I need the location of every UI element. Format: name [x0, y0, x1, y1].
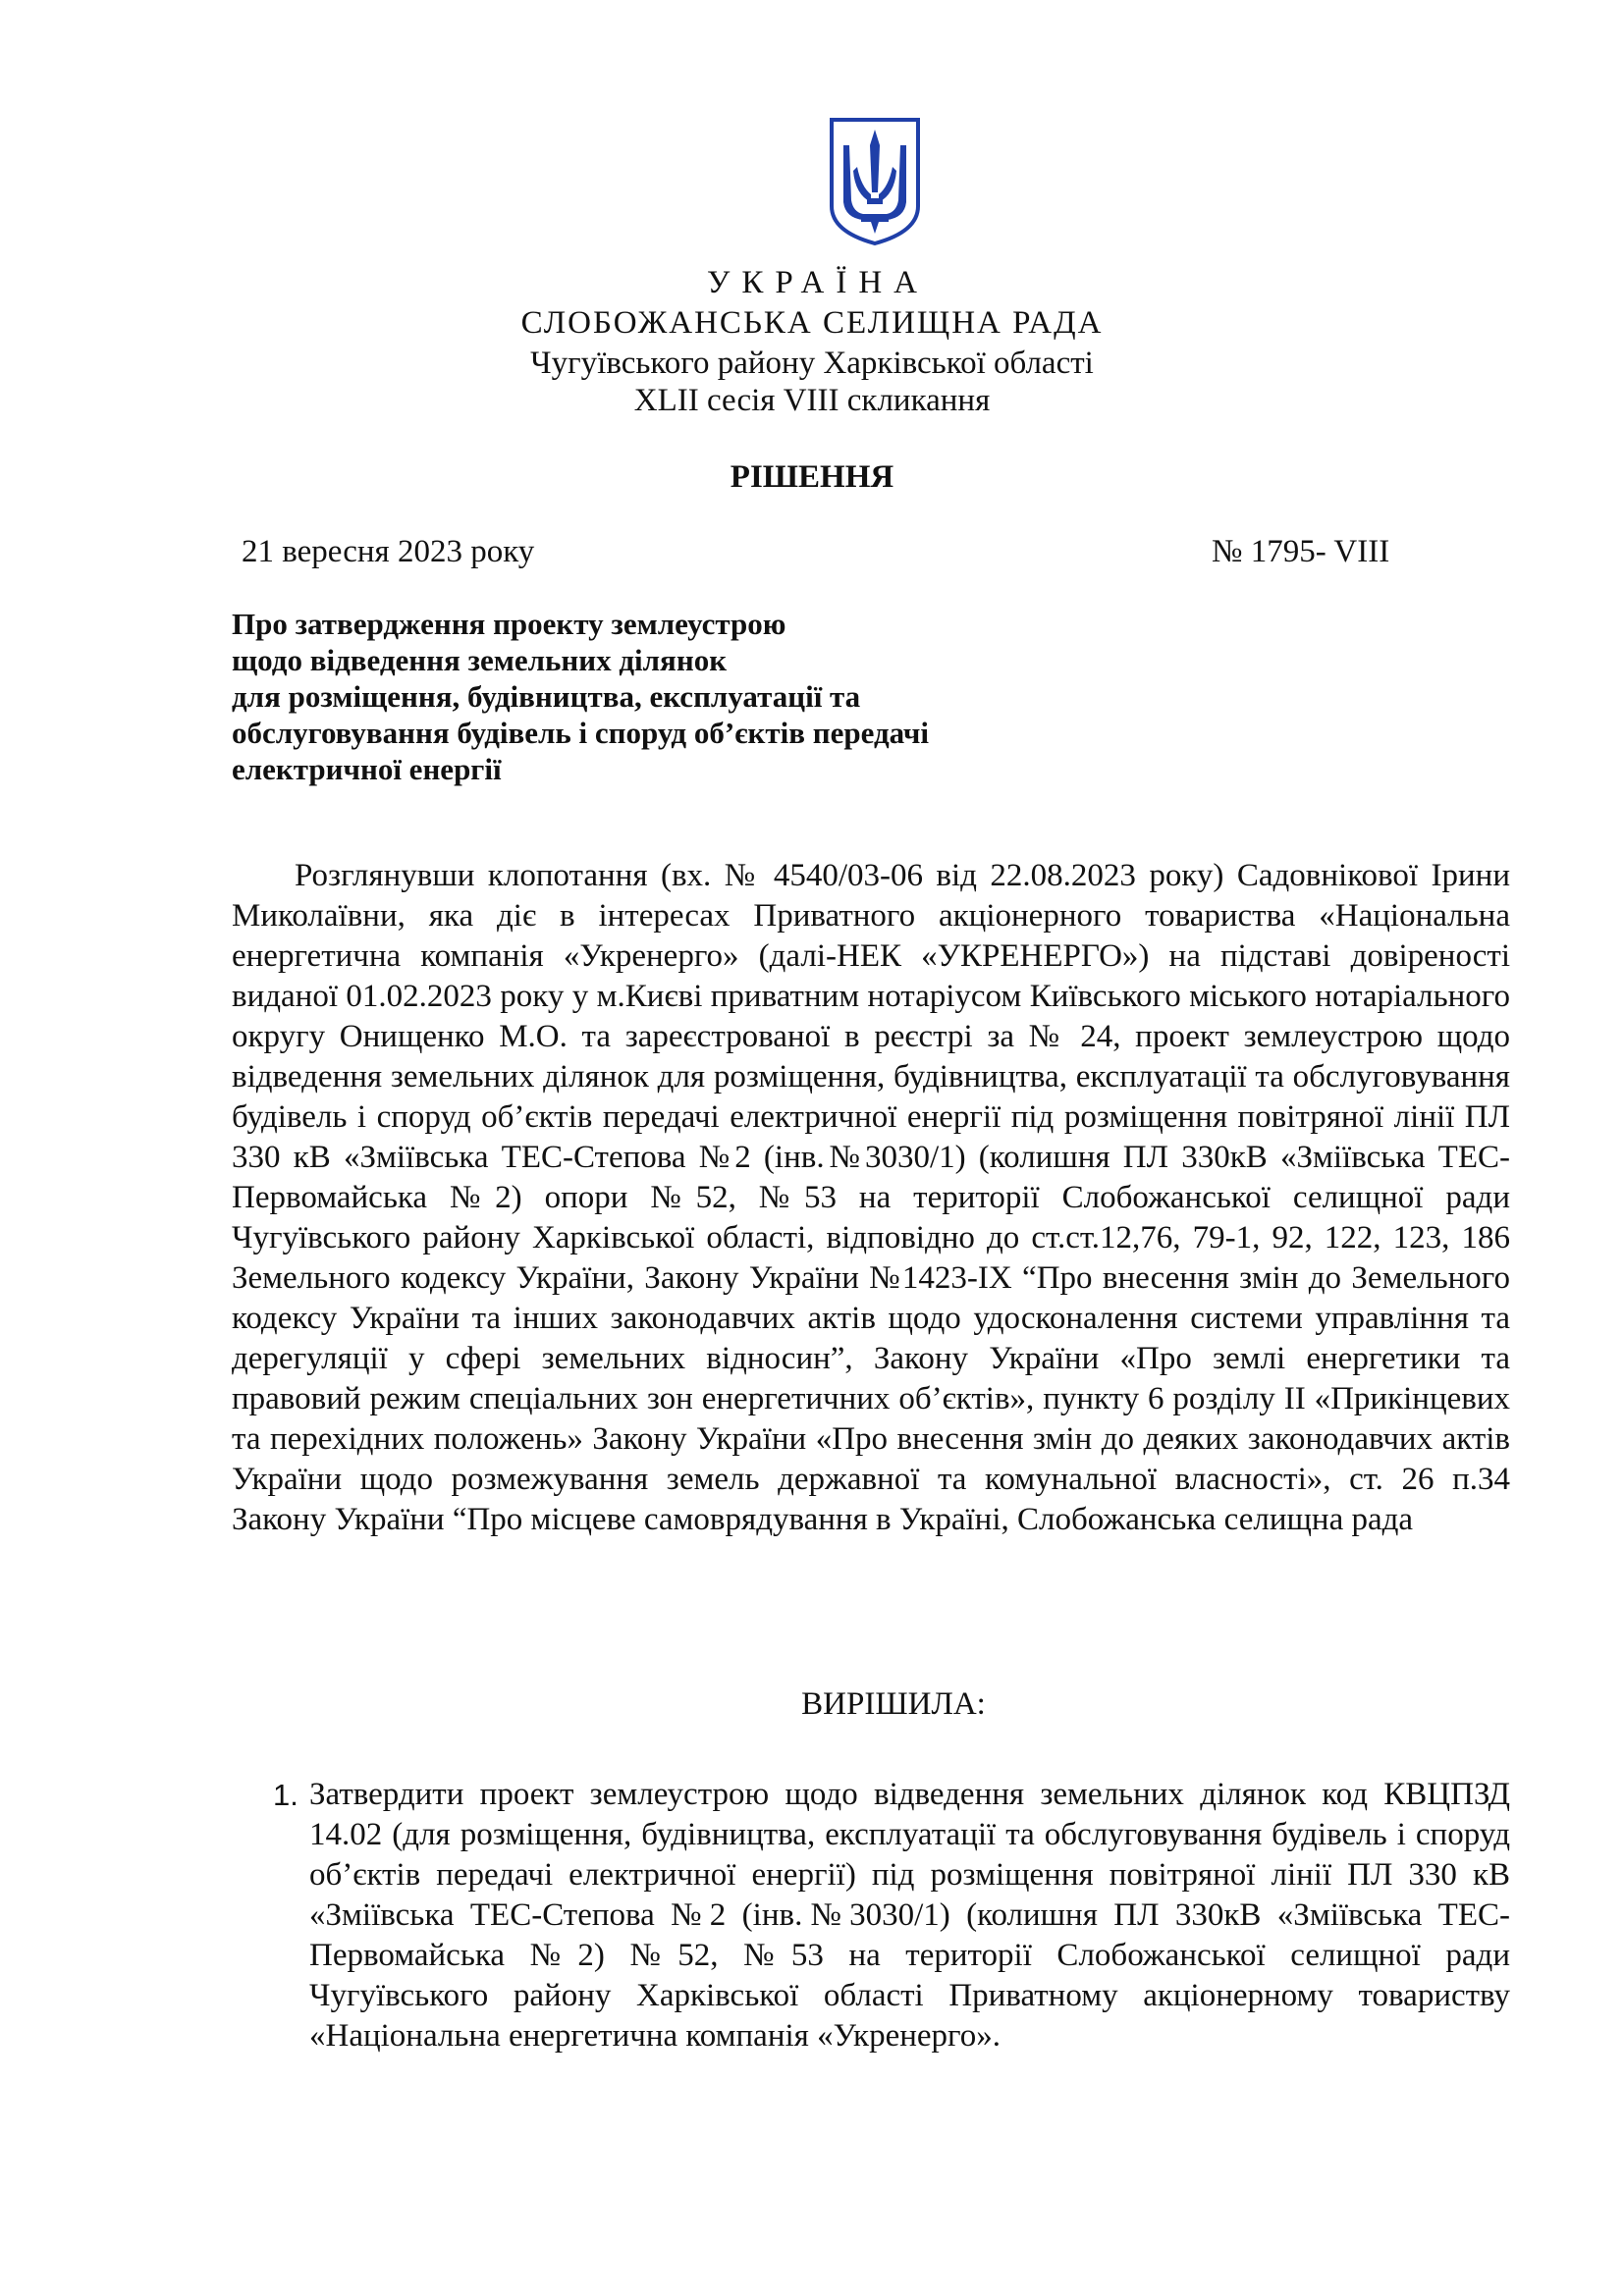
country-name: УКРАЇНА	[707, 265, 929, 300]
district-name: Чугуївського району Харківської області	[530, 346, 1094, 381]
document-type-title: РІШЕННЯ	[730, 459, 894, 495]
list-item-number: 1.	[273, 1778, 298, 1812]
session-info: XLII сесія VIII скликання	[633, 383, 991, 418]
subject-line: Про затвердження проекту землеустрою	[232, 607, 786, 641]
list-item	[232, 1775, 1510, 2056]
decision-list	[232, 1775, 1510, 2056]
subject-line: для розміщення, будівництва, експлуатації та	[232, 679, 861, 714]
preamble-paragraph: Розглянувши клопотання (вх. № 4540/03-06 від 22.08.2023 року) Садовнікової Ірини Миколаївни, яка діє в інтересах Приватного акціонерного товариства «Національна енергетична компанія «Укренерго» (далі-НЕК «УКРЕНЕРГО») на підставі довіреності виданої 01.02.2023 року у м.Києві приватним нотаріусом Київського міського нотаріального округу Онищенко М.О. та зареєстрованої в реєстрі за № 24, проект землеустрою щодо відведення земельних ділянок для розміщення, будівництва, експлуатації та обслуговування будівель і споруд об’єктів передачі електричної енергії під розміщення повітряної лінії ПЛ 330 кВ «Зміївська ТЕС-Степова №2 (інв.№3030/1) (колишня ПЛ 330кВ «Зміївська ТЕС-Первомайська №2) опори №52, №53 на території Слобожанської селищної ради Чугуївського району Харківської області, відповідно до ст.ст.12,76, 79-1, 92, 122, 123, 186 Земельного кодексу України, Закону України №1423-IX “Про внесення змін до Земельного кодексу України та інших законодавчих актів щодо удосконалення системи управління та дерегуляції у сфері земельних відносин”, Закону України «Про землі енергетики та правовий режим спеціальних зон енергетичних об’єктів», пункту 6 розділу II «Прикінцевих та перехідних положень» Закону України «Про внесення змін до деяких законодавчих актів України щодо розмежування земель державної та комунальної власності», ст. 26 п.34 Закону України “Про місцеве самоврядування в Україні, Слобожанська селищна рада	[232, 858, 1510, 1537]
document-subject	[232, 606, 1115, 787]
list-item-text: Затвердити проект землеустрою щодо відведення земельних ділянок код КВЦПЗД 14.02 (для розміщення, будівництва, експлуатації та обслуговування будівель і споруд об’єктів передачі електричної енергії) під розміщення повітряної лінії ПЛ 330 кВ «Зміївська ТЕС-Степова №2 (інв.№3030/1) (колишня ПЛ 330кВ «Зміївська ТЕС-Первомайська №2) №52, №53 на території Слобожанської селищної ради Чугуївського району Харківської області Приватному акціонерному товариству «Національна енергетична компанія «Укренерго».	[309, 1777, 1510, 2054]
decision-heading: ВИРІШИЛА:	[801, 1686, 986, 1722]
document-number: № 1795- VIII	[1212, 534, 1390, 569]
council-name: СЛОБОЖАНСЬКА СЕЛИЩНА РАДА	[520, 305, 1104, 341]
subject-line: щодо відведення земельних ділянок	[232, 643, 728, 677]
document-date: 21 вересня 2023 року	[242, 534, 535, 569]
subject-line: електричної енергії	[232, 752, 502, 786]
subject-line: обслуговування будівель і споруд об’єктів передачі	[232, 716, 930, 750]
trident-emblem-icon	[828, 116, 922, 247]
